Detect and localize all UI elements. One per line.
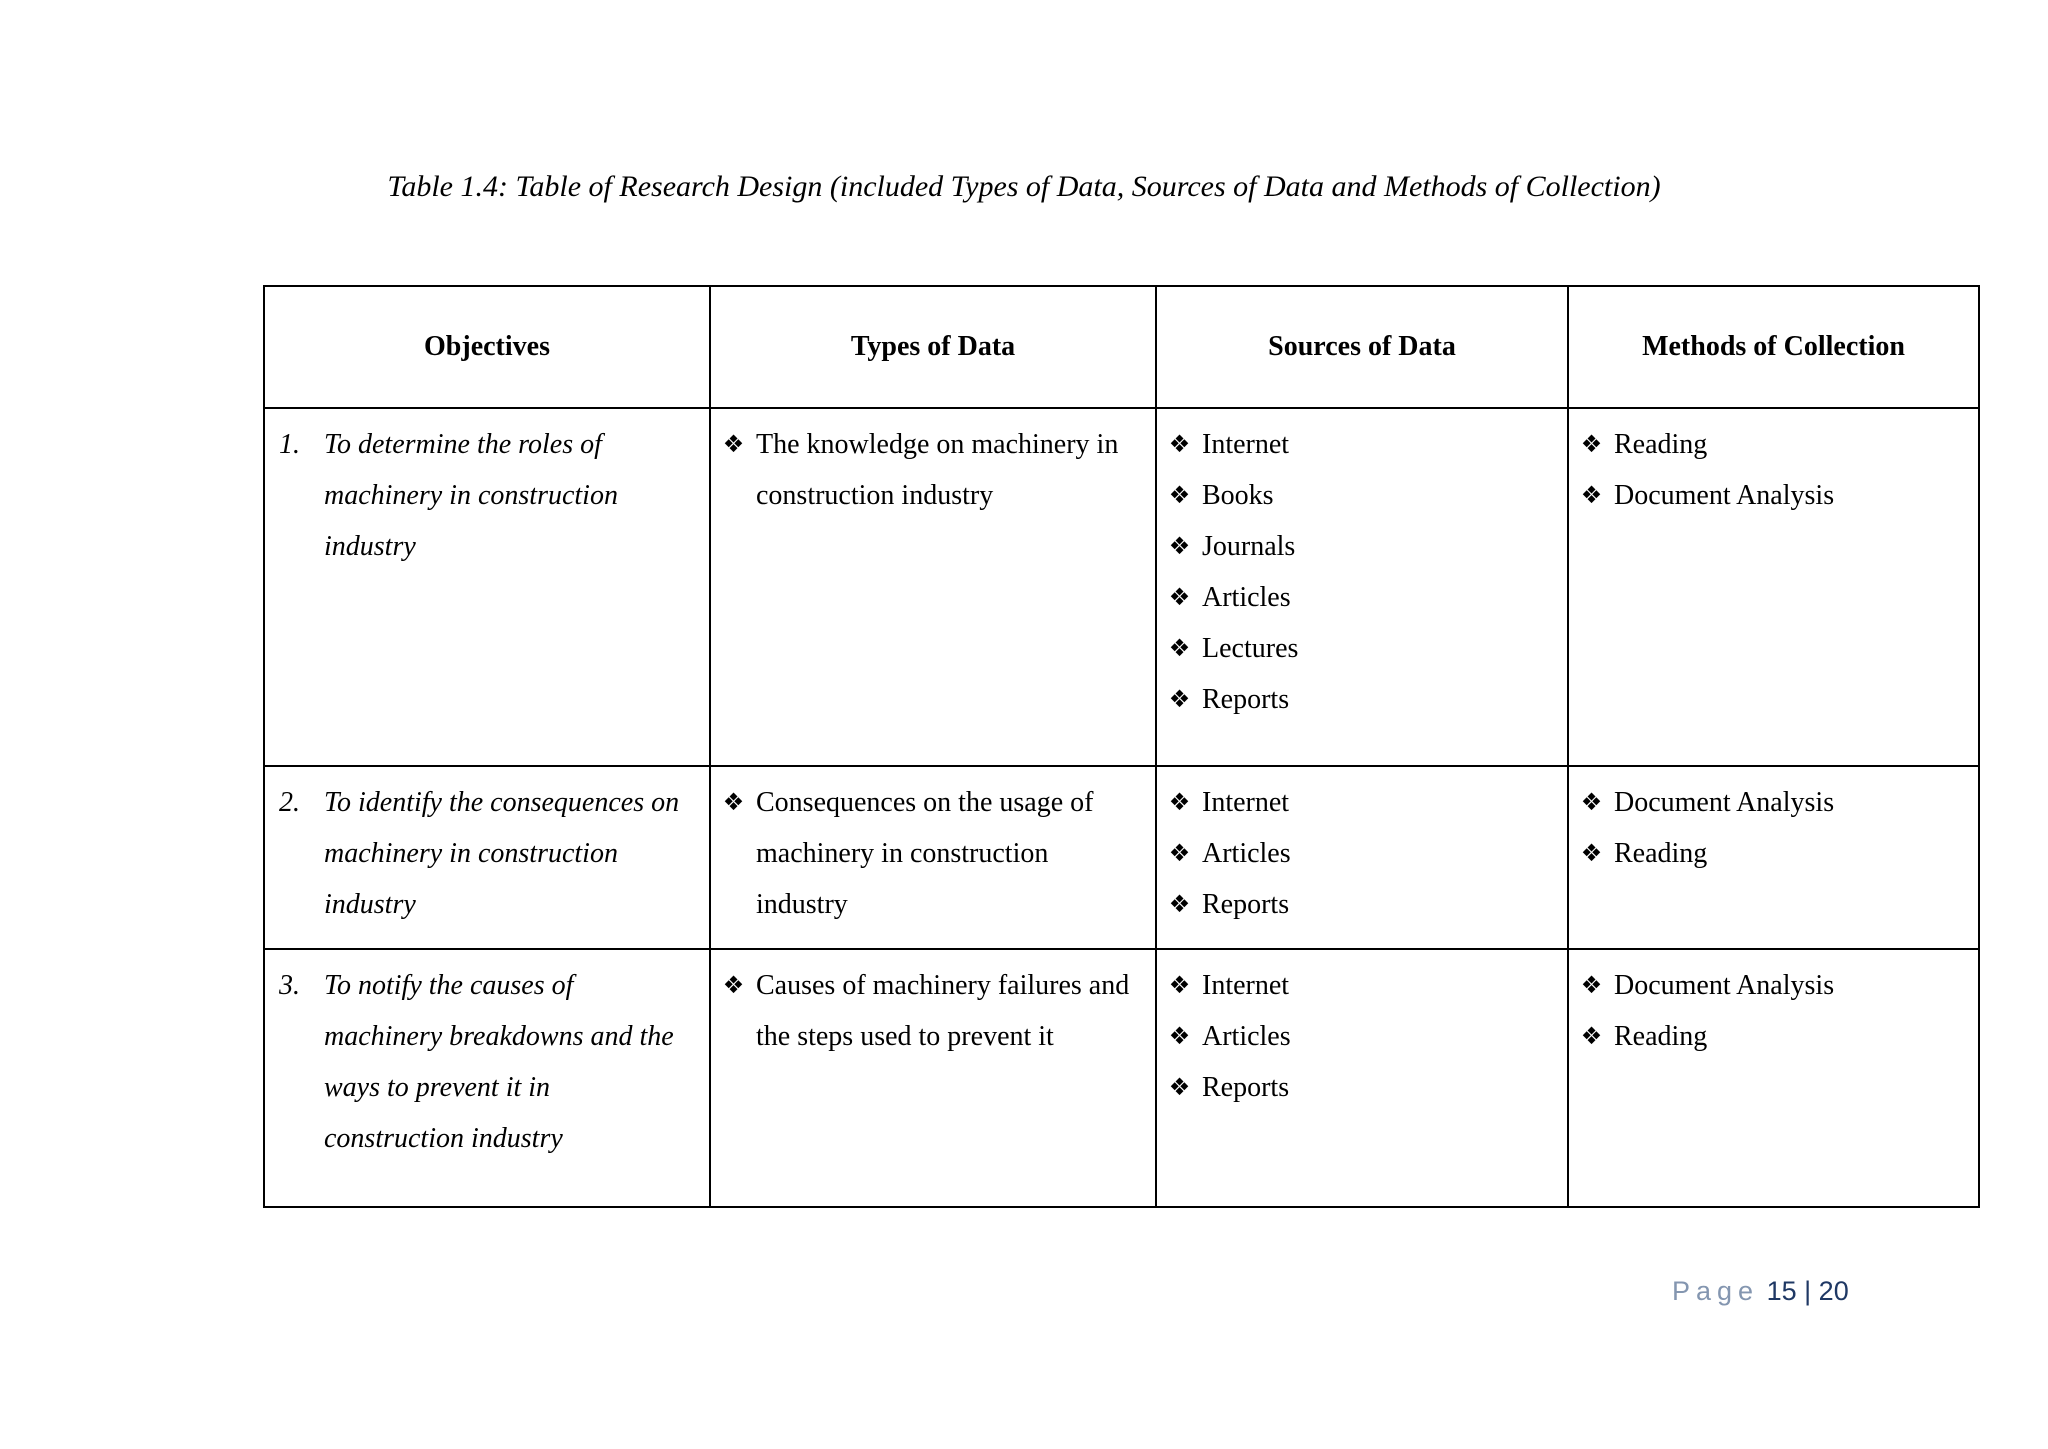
page-number [1672, 1276, 1849, 1307]
list-item-text: Consequences on the usage of machinery in construction industry [756, 787, 1094, 920]
diamond-bullet-icon: ❖ [1580, 1022, 1603, 1050]
table-row [264, 949, 1979, 1207]
list-item [1157, 960, 1559, 1011]
list-item-text: Reading [1614, 429, 1708, 460]
sources-of-data-cell [1156, 408, 1568, 766]
header-objectives: Objectives [264, 286, 710, 408]
diamond-bullet-icon: ❖ [1168, 481, 1191, 509]
objective-text: To identify the consequences on machinery in construction industry [324, 787, 680, 920]
list-item-text: Books [1202, 480, 1274, 511]
list-item-text: Reading [1614, 838, 1708, 869]
diamond-bullet-icon: ❖ [1168, 532, 1191, 560]
header-methods-of-collection: Methods of Collection [1568, 286, 1979, 408]
types-of-data-cell [710, 949, 1156, 1207]
diamond-bullet-icon: ❖ [1580, 481, 1603, 509]
diamond-bullet-icon: ❖ [1580, 430, 1603, 458]
list-item-text: Causes of machinery failures and the steps used to prevent it [756, 970, 1130, 1052]
list-item [1157, 521, 1559, 572]
list-item-text: Journals [1202, 531, 1296, 562]
list-item [1157, 572, 1559, 623]
list-item-text: Articles [1202, 838, 1291, 869]
diamond-bullet-icon: ❖ [1580, 971, 1603, 999]
diamond-bullet-icon: ❖ [1168, 890, 1191, 918]
list-item [1157, 1011, 1559, 1062]
list-item [1157, 777, 1559, 828]
header-types-of-data: Types of Data [710, 286, 1156, 408]
diamond-bullet-icon: ❖ [1168, 685, 1191, 713]
list-item [1157, 419, 1559, 470]
list-item [1157, 828, 1559, 879]
list-item-text: Articles [1202, 1021, 1291, 1052]
diamond-bullet-icon: ❖ [1168, 634, 1191, 662]
list-item-text: Internet [1202, 970, 1290, 1001]
list-item [1569, 828, 1970, 879]
list-item-text: Lectures [1202, 633, 1299, 664]
types-of-data-cell-list [711, 767, 1155, 930]
list-item-text: Internet [1202, 787, 1290, 818]
list-item [1157, 674, 1559, 725]
table-caption: Table 1.4: Table of Research Design (included Types of Data, Sources of Data and Methods of Collection) [387, 170, 1661, 203]
page-current: 15 [1766, 1276, 1797, 1306]
diamond-bullet-icon: ❖ [1168, 839, 1191, 867]
methods-of-collection-cell [1568, 766, 1979, 949]
types-of-data-cell-list [711, 950, 1155, 1062]
list-item-text: Reports [1202, 684, 1290, 715]
table-row [264, 408, 1979, 766]
diamond-bullet-icon: ❖ [1168, 788, 1191, 816]
list-item [1157, 879, 1559, 930]
methods-of-collection-cell-list [1569, 950, 1978, 1062]
list-item [1569, 470, 1970, 521]
list-item-text: Reports [1202, 889, 1290, 920]
page-separator: | [1804, 1276, 1812, 1306]
objective-number: 2. [279, 787, 300, 818]
sources-of-data-cell-list [1157, 767, 1567, 930]
diamond-bullet-icon: ❖ [722, 971, 745, 999]
objective-number: 3. [279, 970, 300, 1001]
diamond-bullet-icon: ❖ [722, 430, 745, 458]
types-of-data-cell [710, 408, 1156, 766]
diamond-bullet-icon: ❖ [1168, 1073, 1191, 1101]
sources-of-data-cell-list [1157, 409, 1567, 725]
list-item [711, 777, 1147, 930]
diamond-bullet-icon: ❖ [1168, 1022, 1191, 1050]
methods-of-collection-cell-list [1569, 767, 1978, 879]
diamond-bullet-icon: ❖ [1580, 839, 1603, 867]
list-item [1157, 470, 1559, 521]
page-total: 20 [1818, 1276, 1849, 1306]
sources-of-data-cell [1156, 766, 1568, 949]
page-label: Page [1672, 1276, 1760, 1306]
objective-number: 1. [279, 429, 300, 460]
objective-text: To notify the causes of machinery breakdowns and the ways to prevent it in construction industry [324, 970, 674, 1154]
objective-cell [264, 766, 710, 949]
diamond-bullet-icon: ❖ [1168, 430, 1191, 458]
diamond-bullet-icon: ❖ [1168, 583, 1191, 611]
diamond-bullet-icon: ❖ [722, 788, 745, 816]
objective-cell [264, 949, 710, 1207]
list-item-text: Document Analysis [1614, 787, 1835, 818]
list-item-text: Internet [1202, 429, 1290, 460]
list-item-text: Document Analysis [1614, 970, 1835, 1001]
methods-of-collection-cell [1568, 949, 1979, 1207]
diamond-bullet-icon: ❖ [1168, 971, 1191, 999]
research-design-table [263, 285, 1980, 1208]
list-item-text: Reading [1614, 1021, 1708, 1052]
methods-of-collection-cell-list [1569, 409, 1978, 521]
list-item-text: Reports [1202, 1072, 1290, 1103]
list-item [711, 960, 1147, 1062]
list-item-text: Articles [1202, 582, 1291, 613]
diamond-bullet-icon: ❖ [1580, 788, 1603, 816]
list-item [711, 419, 1147, 521]
list-item [1569, 960, 1970, 1011]
types-of-data-cell [710, 766, 1156, 949]
table-row [264, 766, 1979, 949]
list-item [1157, 1062, 1559, 1113]
objective-text: To determine the roles of machinery in construction industry [324, 429, 618, 562]
list-item [1569, 777, 1970, 828]
methods-of-collection-cell [1568, 408, 1979, 766]
sources-of-data-cell [1156, 949, 1568, 1207]
table-header-row [264, 286, 1979, 408]
objective-cell [264, 408, 710, 766]
header-sources-of-data: Sources of Data [1156, 286, 1568, 408]
types-of-data-cell-list [711, 409, 1155, 521]
list-item-text: Document Analysis [1614, 480, 1835, 511]
list-item [1569, 1011, 1970, 1062]
list-item [1157, 623, 1559, 674]
list-item [1569, 419, 1970, 470]
list-item-text: The knowledge on machinery in construction industry [756, 429, 1119, 511]
sources-of-data-cell-list [1157, 950, 1567, 1113]
